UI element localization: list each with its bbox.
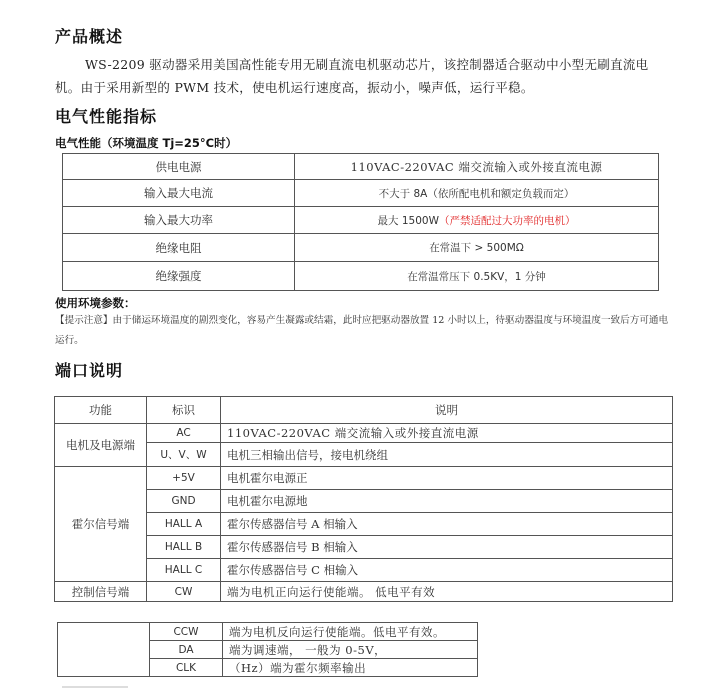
spec-label: 输入最大功率: [63, 207, 295, 234]
spec-label: 供电电源: [63, 154, 295, 180]
spec-label: 绝缘强度: [63, 262, 295, 291]
port-id: HALL B: [147, 536, 221, 559]
table-row: [55, 424, 673, 443]
spec-value: [295, 207, 659, 234]
group-control: 控制信号端: [55, 582, 147, 602]
ports-title: 端口说明: [55, 361, 124, 380]
port-desc: 电机霍尔电源正: [221, 467, 673, 490]
spec-value-text: 在常温常压下 0.5KV，1 分钟: [407, 270, 546, 283]
port-id: AC: [147, 424, 221, 443]
spec-row: [63, 180, 659, 207]
page-edge-fragment: [62, 686, 128, 688]
electrical-title: 电气性能指标: [55, 107, 158, 126]
port-desc: 端为调速端， 一般为 0-5V，: [223, 641, 478, 659]
spec-label: 绝缘电阻: [63, 234, 295, 262]
port-desc: 霍尔传感器信号 C 相输入: [221, 559, 673, 582]
env-title: 使用环境参数：: [55, 296, 136, 310]
port-table: [54, 396, 673, 602]
spec-value: [295, 262, 659, 291]
port-id: +5V: [147, 467, 221, 490]
table-row: [55, 559, 673, 582]
port-table-continued: [57, 622, 478, 677]
spec-label: 输入最大电流: [63, 180, 295, 207]
port-desc: （Hz）端为霍尔频率输出: [223, 659, 478, 677]
port-desc: 电机霍尔电源地: [221, 490, 673, 513]
table-row: [55, 513, 673, 536]
header-id: 标识: [147, 397, 221, 424]
spec-value-text: 在常温下 > 500MΩ: [429, 242, 524, 254]
port-desc: 霍尔传感器信号 B 相输入: [221, 536, 673, 559]
port-header-row: [55, 397, 673, 424]
table-row: [55, 490, 673, 513]
spec-row: [63, 262, 659, 291]
table-row: [55, 443, 673, 467]
overview-title: 产品概述: [55, 27, 124, 46]
spec-warning: （严禁适配过大功率的电机）: [438, 214, 576, 227]
port-id: HALL A: [147, 513, 221, 536]
group-hall: 霍尔信号端: [55, 467, 147, 582]
electrical-subtitle: 电气性能（环境温度 Tj=25°C时）: [55, 136, 238, 150]
header-desc: 说明: [221, 397, 673, 424]
spec-table: [62, 153, 659, 291]
port-id: CCW: [150, 623, 223, 641]
table-row: [58, 623, 478, 641]
spec-value-text: 不大于 8A（依所配电机和额定负载而定）: [378, 187, 575, 200]
group-control-cont: [58, 623, 150, 677]
group-motor-power: 电机及电源端: [55, 424, 147, 467]
port-id: GND: [147, 490, 221, 513]
spec-value-text: 最大 1500W: [377, 214, 439, 227]
spec-row: [63, 207, 659, 234]
spec-value: 110VAC-220VAC 端交流输入或外接直流电源: [295, 154, 659, 180]
port-desc: 端为电机反向运行使能端。低电平有效。: [223, 623, 478, 641]
port-id: U、V、W: [147, 443, 221, 467]
port-id: HALL C: [147, 559, 221, 582]
spec-value: [295, 180, 659, 207]
table-row: [55, 582, 673, 602]
spec-value: [295, 234, 659, 262]
spec-row: [63, 154, 659, 180]
port-desc: 电机三相输出信号，接电机绕组: [221, 443, 673, 467]
port-id: CW: [147, 582, 221, 602]
table-row: [55, 536, 673, 559]
table-row: [55, 467, 673, 490]
env-note: 【提示注意】由于储运环境温度的剧烈变化，容易产生凝露或结霜，此时应把驱动器放置 12 小时以上，待驱动器温度与环境温度一致后方可通电运行。: [55, 315, 669, 346]
header-function: 功能: [55, 397, 147, 424]
port-desc: 110VAC-220VAC 端交流输入或外接直流电源: [221, 424, 673, 443]
port-desc: 端为电机正向运行使能端。 低电平有效: [221, 582, 673, 602]
port-desc: 霍尔传感器信号 A 相输入: [221, 513, 673, 536]
spec-row: [63, 234, 659, 262]
port-id: DA: [150, 641, 223, 659]
port-id: CLK: [150, 659, 223, 677]
overview-paragraph: WS-2209 驱动器采用美国高性能专用无刷直流电机驱动芯片，该控制器适合驱动中小型无刷直流电机。由于采用新型的 PWM 技术，使电机运行速度高，振动小，噪声低，运行平稳。: [55, 57, 649, 95]
